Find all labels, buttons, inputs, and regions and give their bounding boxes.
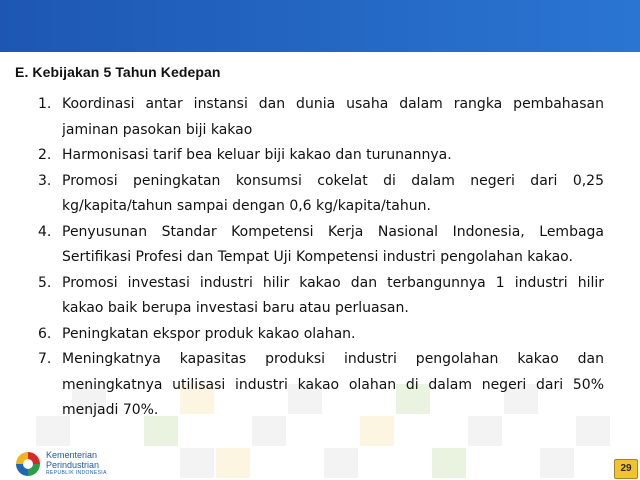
item-text-line: Harmonisasi tarif bea keluar biji kakao dan turunannya. bbox=[62, 147, 452, 163]
item-text-line: Sertifikasi Profesi dan Tempat Uji Kompetensi industri pengolahan kakao. bbox=[62, 249, 573, 265]
item-text-line: Koordinasi antar instansi dan dunia usaha dalam rangka pembahasan bbox=[62, 96, 604, 112]
section-title: E. Kebijakan 5 Tahun Kedepan bbox=[15, 64, 221, 80]
item-number: 5. bbox=[38, 274, 52, 291]
item-text-line: kg/kapita/tahun sampai dengan 0,6 kg/kapita/tahun. bbox=[62, 198, 431, 214]
ministry-emblem-icon bbox=[16, 452, 40, 476]
item-text-line: Peningkatan ekspor produk kakao olahan. bbox=[62, 325, 356, 342]
item-text-line: kakao baik berupa investasi baru atau perluasan. bbox=[62, 300, 409, 316]
page-number-badge: 29 bbox=[614, 459, 638, 479]
logo-name-line1: Kementerian bbox=[46, 450, 98, 460]
ministry-logo bbox=[16, 450, 126, 476]
item-text-line: Promosi investasi industri hilir kakao dan terbangunnya 1 industri hilir bbox=[62, 274, 604, 291]
item-number: 1. bbox=[38, 96, 52, 112]
logo-text bbox=[46, 450, 107, 476]
item-text-line: Penyusunan Standar Kompetensi Kerja Nasional Indonesia, Lembaga bbox=[62, 223, 604, 240]
item-number: 3. bbox=[38, 172, 52, 189]
item-text-line: meningkatnya utilisasi industri kakao olahan di dalam negeri dari 50% bbox=[62, 376, 604, 393]
item-text-line: jaminan pasokan biji kakao bbox=[62, 121, 253, 138]
item-number: 2. bbox=[38, 147, 52, 163]
item-text-line: Meningkatnya kapasitas produksi industri pengolahan kakao dan bbox=[62, 351, 604, 367]
logo-name-line2: Perindustrian bbox=[46, 460, 100, 470]
item-number: 6. bbox=[38, 325, 52, 342]
logo-subtitle: REPUBLIK INDONESIA bbox=[46, 470, 107, 476]
item-number: 7. bbox=[38, 351, 52, 367]
item-text-line: Promosi peningkatan konsumsi cokelat di dalam negeri dari 0,25 bbox=[62, 172, 604, 189]
item-text-line: menjadi 70%. bbox=[62, 402, 159, 418]
header-band bbox=[0, 0, 640, 52]
item-number: 4. bbox=[38, 223, 52, 240]
